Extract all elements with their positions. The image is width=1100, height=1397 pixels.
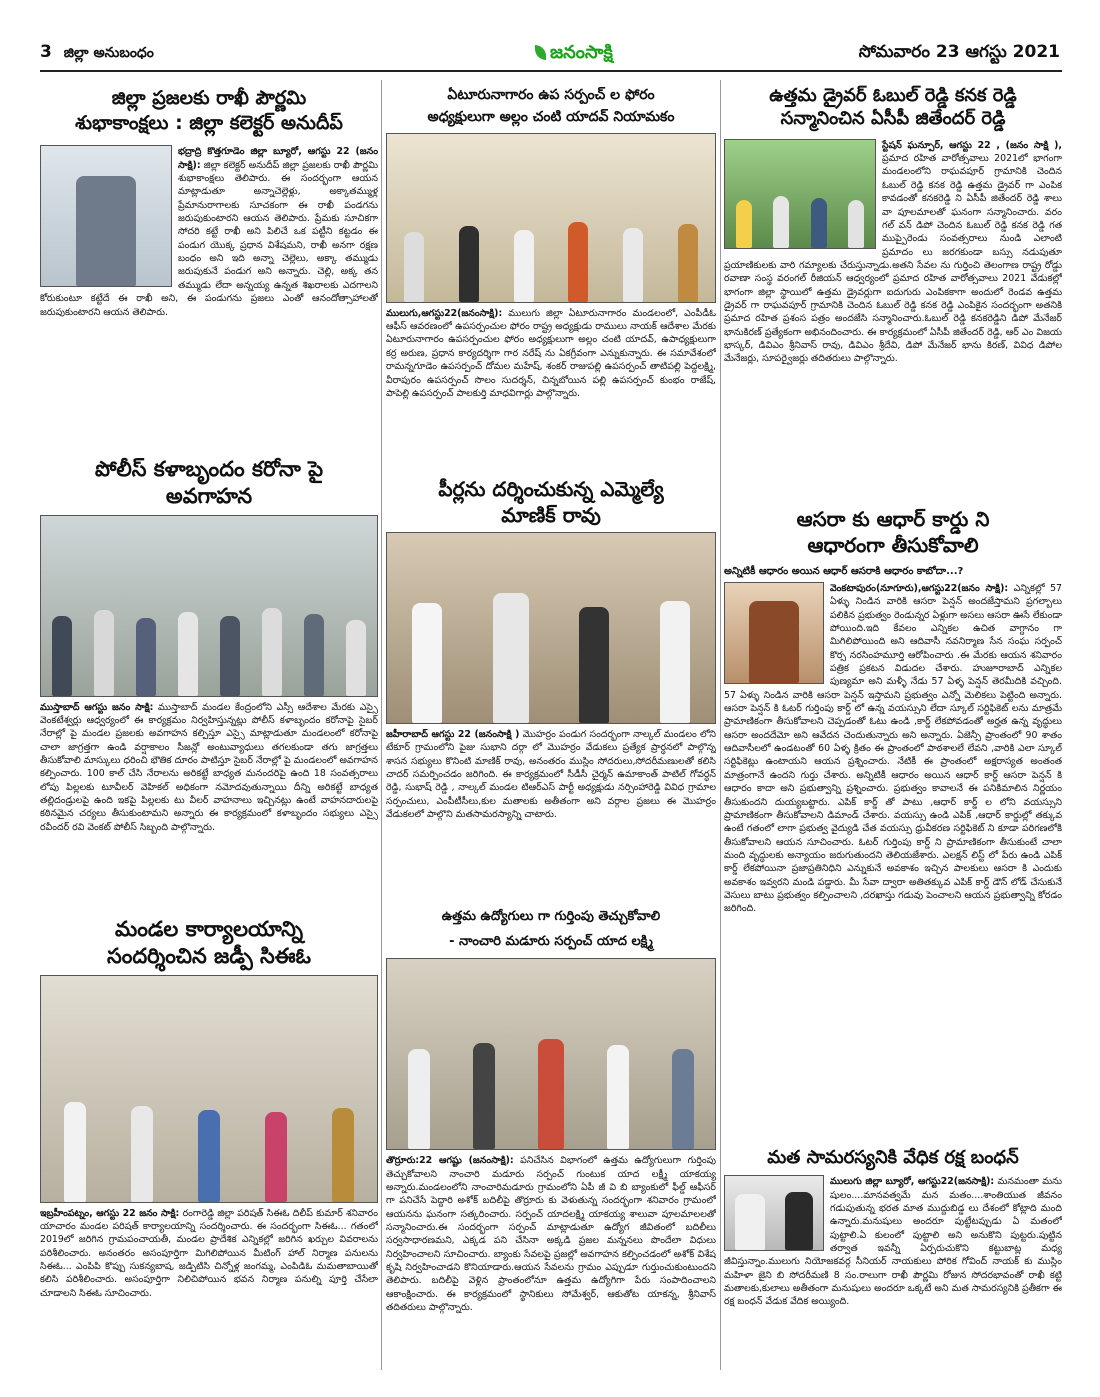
headline-line: మండల కార్యాలయాన్ని — [115, 917, 303, 941]
headline-line: జిల్లా ప్రజలకు రాఖీ పౌర్ణమి — [111, 87, 307, 109]
article-dateline: ములుగు,ఆగస్టు22(జనంసాక్షి): — [386, 307, 503, 319]
masthead — [40, 40, 1062, 72]
article-text: రంగారెడ్డి జిల్లా పరిషత్ సిఈఓ దిలీప్ కుమార్ శనివారం యాచారం మండల పరిషత్ కార్యాలయాన్ని సందర్శించారు. ఈ సందర్భంగా సిఈఓ... గతంలో 2019లో జరిగిన గ్రామపంచాయతీ, మండల ప్రాదేశిక ఎన్నికల్లో జరిగిన ఖర్చుల వివరాలను పరిశీలించారు. అనంతరం అసంపూర్తిగా మిగిలిపోయిన మీటింగ్ హాల్ నిర్మాణ పనులను సిఈఓ... ఎంపిపి కొప్పు సుకన్యబాష, జడ్పిటిసి చిన్నోళ్ల జంగమ్మ, ఎంపిడిఓ మమతాబాయితో కలిసి పరిశీలించారు. అసంపూర్తిగా నిలిచిపోయిన భవన నిర్మాణ పనుల్ని పూర్తి చేసేలా చూడాలని సిఈఓ సూచించారు. — [40, 1207, 378, 1299]
article-dateline: తొర్రూరు:22 ఆగష్టు (జనంసాక్షి): — [386, 1155, 514, 1167]
section-name: జిల్లా అనుబంధం — [63, 45, 154, 61]
headline-line: ఉత్తమ డ్రైవర్ ఓబుల్ రెడ్డి కనక రెడ్డి — [769, 85, 1017, 106]
article-body — [724, 1175, 1062, 1308]
article-sarpanch-forum — [386, 76, 716, 476]
headline-line: - నాంచారి మడూరు సర్పంచ్ యాద లక్ష్మి — [449, 933, 653, 949]
article-text: పనిచేసిన విభాగంలో ఉత్తమ ఉద్యోగులుగా గుర్తింపు తెచ్చుకోవాలని నాంచారి మడూరు సర్పంచ్ గుంటుక యాద లక్ష్మీ యాకయ్య అన్నారు.మండలంలోని నాంచారిమడూరు గ్రామంలోని ఏపీ జీ వి బి బ్యాంకులో ఫీల్డ్ ఆఫీసర్ గా పనిచేసే పెద్దారి అశోక్ బదిలీపై తొర్రూరు కు వెళుతున్న సందర్భంగా శనివారం గ్రామంలో ఆయనను ఘనంగా సత్కరించారు. సర్పంచ్ యాదలక్ష్మి యాకయ్య శాలువా పూలమాలలతో సన్మానించారు.ఈ సందర్భంగా సర్పంచ్ మాట్లాడుతూ ఉద్యోగ జీవితంలో బదిలీలు సర్వసాధారణమని, ఎక్కడ పని చేసినా అక్కడి ప్రజల మన్ననలు పొందేలా విధులు నిర్వహించాలని సూచించారు. బ్యాంకు సేవలపై ప్రజల్లో అవగాహన కల్పించడంలో అశోక్ విశేష కృషి నిర్వహించాడని కొనియాడారు.ఆయన సేవలను గ్రామం ఎప్పుడూ గుర్తుంచుకుంటుందని తెలిపారు. బదిలీపై వెళ్లిన ప్రాంతంలోనూ ఉత్తమ ఉద్యోగిగా పేరు సంపాదించాలని ఆకాంక్షించారు. ఈ కార్యక్రమంలో స్థానికులు సోమేశ్వర్, ఆకుతోట యాకన్న, శ్రీనివాస్ తదితరులు పాల్గొన్నారు. — [386, 1155, 716, 1314]
article-police — [40, 456, 378, 916]
column-right — [724, 76, 1062, 1376]
headline-line: ఉత్తమ ఉద్యోగులు గా గుర్తింపు తెచ్చుకోవాలి — [441, 909, 661, 924]
rakhi-tying-photo — [724, 1175, 824, 1251]
article-body — [724, 582, 1062, 916]
article-unity — [724, 1146, 1062, 1371]
article-dateline: వెంకటాపురం(నూగూరు),ఆగస్టు22(జనం సాక్షి): — [830, 583, 1009, 594]
article-text: ప్రమాద రహిత వారోత్సవాలు 2021లో భాగంగా మండలంలోని రాఘవపూర్ గ్రామానికి చెందిన ఓబుల్ రెడ్డి కనక రెడ్డి ఉత్తమ డ్రైవర్ గా ఎంపిక కావడంతో కనకరెడ్డి ని ఏసీపీ జితేందర్ రెడ్డి శాలు వా పూలమాలతో ఘనంగా సన్మానించారు. వరం గల్ వన్ డిపో చెందిన ఓబుల్ రెడ్డి కనక రెడ్డి గత ముప్పైరెండు సంవత్సరాలు నుండి ఎలాంటి ప్రమాదం లు జరగకుండా బస్సు నడుపుతూ ప్రయాణికులకు వారి గమ్యాలకు చేరుస్తున్నాడు.అతని సేవల ను గుర్తించి తెలంగాణ రాష్ట్ర రోడ్డు రవాణా సంస్థ వరంగల్ రీజియన్ ఆధ్వర్యంలో ప్రమాద రహిత వారోత్సవాలు 2021 వేడుకల్లో భాగంగా జిల్లా స్థాయిలో ఉత్తమ డ్రైవర్లుగా ఐదుగురు ఎంపికకాగా అందులో రెండవ ఉత్తమ డ్రైవర్ గా రాఘవపూర్ గ్రామానికి చెందిన ఓబుల్ రెడ్డి కనక రెడ్డి ఎంపికైన సందర్భంగా అతనికి ప్రమాద రహిత ప్రశంస పత్రం అందజేసి సన్మానించారు.ఓబుల్ రెడ్డి కనకరెడ్డిని డిపో మేనేజర్ భానుకిరణ్ ప్రత్యేకంగా అభినందించారు. ఈ కార్యక్రమంలో ఏసీపీ జితేందర్ రెడ్డి, ఆర్ ఎం విజయ భాస్కర్, డివిఎం శ్రీనివాస్ రావు, డివిఎం శ్రీదేవి, డిపో మేనేజర్ భాను కిరణ్, వివిధ డిపోల మేనేజర్లు, సూపర్వైజర్లు తదితరులు పాల్గొన్నారు. — [724, 153, 1062, 365]
brand-name: జనంసాక్షి — [550, 42, 613, 63]
article-subheadline: అన్నిటికీ ఆధారం అయిన ఆధార్ ఆసరాకి ఆధారం కాబోదా...? — [724, 566, 964, 577]
article-headline — [386, 84, 716, 129]
article-headline — [724, 84, 1062, 131]
mla-dargah-photo — [386, 532, 716, 724]
article-mla — [386, 476, 716, 901]
article-body — [40, 145, 378, 318]
article-text: మనమంతా మను షులం....మానవత్వమే మన మతం....శాంతియుత జీవనం గడుపుతున్న భరత మాత ముద్దుబిడ్డ లు దేశంలో కోట్లాది మంది ఉన్నారు.మనుషులు అందరూ పుట్టేటప్పుడు ఏ మతంలో పుట్టాలి.ఏ కులంలో పుట్టాలి అని అనుకొని పుట్టరు.పుట్టిన తర్వాత ఇవన్నీ ఏర్పరుచుకొని కట్టుబాట్ల మధ్య జీవిస్తున్నాం.ములుగు నియోజకవర్గ సీనియర్ నాయకులు పోరిక గోవింద్ నాయక్ కు ముస్లిం మహిళా జైని బి సోదరీమణి 8 సం.రాలుగా రాఖీ పౌర్ణమి రోజున సోదరభావంతో రాఖీ కట్టి మతాలకు,కులాలు అతీతంగా మనుషులు అందరూ ఒక్కటే అని మత సామరస్యనికి ప్రతీకగా ఈ రక్ష బంధన్ వేడుక వేదిక అయ్యింది. — [724, 1176, 1062, 1308]
article-body — [386, 307, 716, 400]
article-text: మొహర్రం పండుగ సందర్భంగా నాల్కల్ మండలం లోని టేకూర్ గ్రామంలోని పైజు సుభాని దర్గా లో మొహర్రం వేడుకలు ప్రత్యేక ప్రార్ధనలో పాల్గొన్న శాసన సభ్యులు కొనింటి మాణిక్ రావు, అనంతరం ముస్లిం సోదరులు,సోదరీమణులతో కలిసి చాదర్ సమర్పించడం జరిగింది. ఈ కార్యక్రమంలో సీడీసీ చైర్మన్ ఉమాకాంత్ పాటిల్ గోవర్ధన్ రెడ్డి, సుభాష్ రెడ్డి , నాల్కల్ మండల టిఆర్ఎస్ పార్టీ అధ్యక్షుడు నర్సింహారెడ్డి వివిధ గ్రామాల సర్పంచులు, ఎంపీటీసీలు,కుల మతాలకు అతీతంగా అని వర్గాల ప్రజలు ఈ మొహర్రం వేడుకలలో పాల్గొని మతసామరస్యాన్ని చాటారు. — [386, 729, 716, 821]
headline-line: సన్మానించిన ఏసీపీ జితేందర్ రెడ్డి — [780, 108, 1006, 130]
column-divider — [720, 80, 721, 1370]
page-number: 3 — [40, 42, 52, 62]
article-body — [40, 1207, 378, 1300]
article-dateline: ఇబ్రహీంపట్నం, ఆగస్టు 22 జనం సాక్షి: — [40, 1207, 180, 1219]
article-aasara — [724, 506, 1062, 1146]
article-headline — [40, 86, 378, 135]
felicitation-photo — [386, 958, 716, 1150]
headline-line: ఆధారంగా తీసుకోవాలి — [807, 533, 979, 557]
article-body — [386, 728, 716, 821]
article-headline — [724, 506, 1062, 558]
article-dateline: స్టేషన్ ఘన్పూర్, ఆగస్టు 22 , (జనం సాక్షి ), — [882, 139, 1062, 151]
headline-line: మత సామరస్యనికి వేధిక రక్ష బంధన్ — [767, 1147, 1019, 1168]
headline-line: అవగాహన — [165, 484, 253, 509]
article-text: ఎన్నికల్లో 57 ఏళ్ళు నిండిన వారికి ఆసరా పెన్షన్ అందజేస్తామని ప్రగల్బాలు పలికిన ప్రభుత్వం రెండున్నర ఏళ్లుగా అసలు ఆసరా ఊసే లేకుండా పోయింది.ఇది కేవలం ఎన్నికల ఉచిత వాగ్దానం గా మిగిలిపోయింది అని ఆదివాసీ నవనిర్మాణ సేన సంఘ సర్పంచ్ కొర్స నరసింహమూర్తి ఆరోపించారు .ఈ మేరకు ఆయన శనివారం పత్రిక ప్రకటన విడుదల చేశారు. హుజూరాబాద్ ఎన్నికల పుణ్యమా అని మళ్ళీ నేడు 57 ఏళ్ళ పెన్షన్ తెరమీదికి వచ్చింది. 57 ఏళ్ళు నిండిన వారికి ఆసరా పెన్షన్ ఇస్తామని ప్రభుత్వం ఎన్నో మెలికలు పెట్టింది అన్నారు. ఆసరా పెన్షన్ కి ఓటర్ గుర్తింపు కార్డ్ లో ఉన్న వయస్సుని లేదా స్కూల్ సర్టిఫికెట్ లను మాత్రమే ప్రామాణికంగా తీసుకోవాలని చెప్పడంతో ఓటు ఉండి ,కార్డ్ లేకపోవడంతో అర్హత ఉన్న వృద్ధులు ఆసరా అందదేమో అని ఆవేదన చెందుతున్నారు అని అన్నారు. ఏజెన్సీ ప్రాంతంలో 90 శాతం ఆదివాసీలలో ఉండటంతో 60 ఏళ్ళ క్రితం ఈ ప్రాంతంలో పాఠశాలలే లేవని ,వారికి ఎలా స్కూల్ సర్టిఫికెట్లు ఉంటాయని ఆయన ప్రశ్నించారు. నేటికీ ఈ ప్రాంతంలో అక్షరాస్యత అంతంత మాత్రంగానే ఉందని గుర్తు చేశారు. అన్నిటికీ ఆధారం అయిన ఆధార్ కార్డ్ ఆసరా పెన్షన్ కి ఆధారం కాదా అని ప్రభుత్వాన్ని ప్రశ్నించారు. ప్రభుత్వం కావాలనే ఈ పనికిమాలిన నిర్ణయం తీసుకుందని దుయ్యబట్టారు. ఎపిక్ కార్డ్ తో పాటు ,ఆధార్ కార్డ్ ల లోని వయస్సుని ప్రామాణికంగా తీసుకోవాలని డిమాండ్ చేశారు. వయస్సు ఉండి ఎపిక్ ,ఆధార్ కార్డుల్లో తక్కువ ఉంటే గతంలో లాగా ప్రభుత్వ వైద్యుడి చేత వయస్సు ధ్రువీకరణ సర్టిఫికెట్ ని కూడా పరిగణలోకి తీసుకోవాలని ఆయన సూచించారు. ఓటర్ గుర్తింపు కార్డ్ ని ప్రామాణికంగా తీసుకుంటే చాలా మంది వృద్ధులకు అన్యాయం జరుగుతుందని తెలియజేశారు. ఎలక్షన్ లిస్ట్ లో పేరు ఉండి ఎపిక్ కార్డ్ లేకపోయినా ప్రజాప్రతినిధిని ఎన్నుకునే అవకాశం ఇచ్చిన పాలకులు ఆసరా కి ఎందుకు అవకాశం ఇవ్వరని మండి పడ్డారు. మీ సేవా ద్వారా అతితక్కువ ఎపిక్ కార్డ్ డౌన్ లోడ్ చేసుకునే వెసులు బాటు ప్రభుత్వం కల్పించాలని ,దరఖాస్తు గడువు పెంచాలని ఆయన ప్రభుత్వాన్ని కోరడం జరిగింది. — [724, 583, 1062, 915]
forum-meeting-photo — [386, 133, 716, 303]
headline-line: శుభాకాంక్షలు : జిల్లా కలెక్టర్ అనుదీప్ — [75, 111, 343, 134]
newspaper-logo — [535, 42, 613, 67]
article-dateline: భద్రాద్రి కొత్తగూడెం జిల్లా బ్యూరో, ఆగస్టు 22 (జనం సాక్షి): — [178, 146, 378, 171]
page-section — [40, 42, 154, 64]
headline-line: సందర్శించిన జడ్పీ సిఈఓ — [106, 944, 312, 969]
sarpanch-portrait-photo — [724, 582, 824, 684]
article-dateline: ములుగు జిల్లా బ్యూరో, ఆగస్టు22(జనసాక్షి): — [830, 1176, 995, 1188]
article-driver — [724, 76, 1062, 506]
collector-photo — [40, 145, 172, 287]
article-dateline: జహీరాబాద్ ఆగస్టు 22 (జనంసాక్షి ) — [386, 729, 520, 740]
article-zptc — [40, 916, 378, 1376]
column-divider — [381, 80, 382, 1370]
headline-line: పీర్లను దర్శించుకున్న ఎమ్మెల్యే — [438, 477, 664, 501]
headline-line: అధ్యక్షులుగా అల్లం చంటి యాదవ్ నియామకం — [427, 109, 675, 126]
headline-line: పోలీస్ కళాబృందం కరోనా పై — [94, 457, 324, 481]
police-awareness-photo — [40, 515, 378, 697]
article-body — [724, 139, 1062, 366]
leaf-icon — [535, 45, 546, 60]
article-dateline: ముస్తాబాద్ ఆగస్టు జనం సాక్షి: — [40, 701, 154, 713]
article-text: ముస్తాబాద్ మండల కేంద్రంలోని ఎస్సీ ఆదేశాల మేరకు ఎస్సై వెంకటేశ్వర్లు ఆధ్వర్యంలో ఈ కార్యక్రమం నిర్వహిస్తున్నట్లు పోలీస్ కళాబృందం కరోనాపై సైబర్ నేరాల్లో పై మండల ప్రజలకు అవగాహన కల్పిస్తూ ఎస్సై మాట్లాడుతూ మండలంలో కరోనాపై చాలా జాగ్రత్తగా ఉండి వర్షాకాలం సీజన్లో అంటువ్యాధులు తగలకుండా తగు జాగ్రత్తలు తీసుకోవాలి మాస్కులు ధరించి భౌతిక దూరం పాటిస్తూ సైబర్ నేరాల్లో పై మండలంలో అవగాహన కల్పించారు. 100 కాల్ చేసి నేరాలను అరికట్టే బాధ్యత మనందరిపై ఉంది 18 సంవత్సరాలు లోపు పిల్లలకు టూవీలర్ వెహికల్ అధికంగా నమోదవుతున్నాయి దీన్ని అరికట్టే బాధ్యత తల్లిదండ్రులపై ఉంది ఇకపై పిల్లలకు టు వీలర్ వాహనాలు ఇచ్చినట్లు ఉంటే వాహనదారులపై కఠినమైన చర్యలు తీసుకుంటామని అన్నారు ఈ కార్యక్రమంలో కళాబృందం సభ్యులు ఎస్సై రవీందర్ రవి వెంకట్ పోలీస్ సిబ్బంది పాల్గొన్నారు. — [40, 701, 378, 833]
headline-line: ఆసరా కు ఆధార్ కార్డు ని — [796, 507, 990, 531]
article-rakhi — [40, 76, 378, 456]
column-left — [40, 76, 378, 1376]
headline-line: ఏటూరునాగారం ఉప సర్పంచ్ ల ఫోరం — [447, 87, 655, 103]
office-visit-photo — [40, 975, 378, 1203]
article-headline — [724, 1146, 1062, 1169]
article-headline — [386, 476, 716, 528]
article-headline — [40, 916, 378, 971]
article-body — [40, 701, 378, 834]
article-headline — [386, 905, 716, 954]
headline-line: మాణిక్ రావు — [501, 503, 601, 527]
award-ceremony-photo — [724, 139, 876, 249]
article-text: ములుగు జిల్లా ఏటూరునాగారం మండలంలో, ఎంపీడీఓ ఆఫీస్ ఆవరణంలో ఉపసర్పంచుల ఫోరం రాష్ట్ర అధ్యక్షుడు రాములు నాయక్ ఆదేశాల మేరకు ఏటూరునాగారం ఉపసర్పంచుల ఫోరం అధ్యక్షులుగా అల్లం చంటి యాదవ్, ఉపాధ్యక్షులుగా కర్ర అరుణ, ప్రధాన కార్యదర్శిగా గార నరేష్ ను ఏకగ్రీవంగా ఎన్నుకున్నారు. ఈ సమావేశంలో రామన్నగూడెం ఉపసర్పంచ్ దోమల మహేష్, శంకర్ రాజుపల్లి ఉపసర్పంచ్ తాటిపల్లి పెద్దలక్ష్మి, వీరాపురం ఉపసర్పంచ్ సొలం సుదర్శన్, చిన్నబోయిన పల్లి ఉపసర్పంచ్ కుంభం రాజేష్, పాపెల్లి ఉపసర్పంచ్ పాలకుర్తి మాధవిగార్లు పాల్గొన్నారు. — [386, 307, 716, 399]
column-middle — [386, 76, 716, 1376]
article-text: జిల్లా కలెక్టర్ అనుదీప్ జిల్లా ప్రజలకు రాఖీ పౌర్ణమి శుభాకాంక్షలు తెలిపారు. ఈ సందర్భంగా ఆయన మాట్లాడుతూ అన్నాచెల్లెళ్లు, అక్కాతమ్ముళ్ల ప్రేమానురాగాలకు సూచకంగా ఈ రాఖీ పండగను జరుపుకుంటారని ఆయన తెలిపారు. ప్రేమకు సూచికగా సోదరి కట్టే రాఖీ అని పిలిచే ఒక పట్టీని కట్టడం ఈ పండుగ యొక్క ప్రధాన విశేషమని, రాఖీ అనగా రక్షణ బంధం అని ఇది అన్నా చెల్లెలు, అక్కా తమ్ముడు జరుపుకునే పండుగ అని అన్నారు. చెల్లి, అక్క తన తమ్ముడు లేదా అన్నయ్య ఉన్నత శిఖరాలకు ఎదగాలని కోరుకుంటూ కట్టేదే ఈ రాఖీ అని, ఈ పండుగను ప్రజలు ఎంతో ఆనందోత్సాహాలతో జరుపుకుంటారని ఆయన తెలిపారు. — [40, 159, 378, 318]
issue-date: సోమవారం 23 ఆగస్టు 2021 — [858, 42, 1060, 62]
article-headline — [40, 456, 378, 511]
article-employee — [386, 901, 716, 1376]
article-body — [386, 1154, 716, 1314]
